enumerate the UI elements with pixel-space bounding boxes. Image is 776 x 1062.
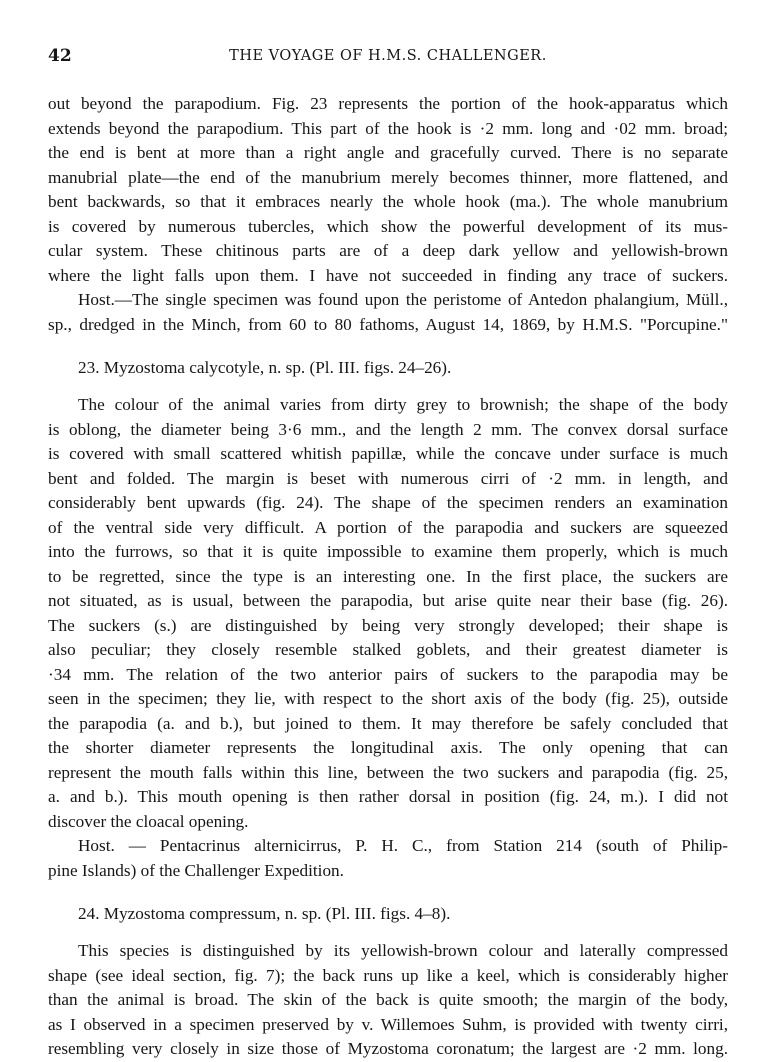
text-line: ·34 mm. The relation of the two anterior pairs of suckers to the parapodia may be: [48, 664, 728, 684]
text-line: represent the mouth falls within this line, between the two suckers and parapodia (fig. 25,: [48, 762, 728, 782]
section-gap: [48, 883, 728, 899]
text-line: than the animal is broad. The skin of the back is quite smooth; the margin of the body,: [48, 990, 728, 1009]
text-line: also peculiar; they closely resemble stalked goblets, and their greatest diameter is: [48, 640, 728, 659]
text-line: the parapodia (a. and b.), but joined to them. It may therefore be safely concluded that: [48, 713, 728, 733]
text-line: is covered by numerous tubercles, which show the powerful development of its mus-: [48, 216, 728, 236]
text-line: the end is bent at more than a right angle and gracefully curved. There is no separate: [48, 143, 728, 162]
section-gap: [48, 929, 728, 939]
text-line: where the light falls upon them. I have not succeeded in finding any trace of suckers.: [48, 265, 728, 285]
text-line: as I observed in a specimen preserved by v. Willemoes Suhm, is provided with twenty cirri,: [48, 1014, 728, 1034]
text-line: The suckers (s.) are distinguished by being very strongly developed; their shape is: [48, 615, 728, 635]
text-line: not situated, as is usual, between the parapodia, but arise quite near their base (fig. 26).: [48, 591, 728, 610]
text-line: sp., dredged in the Minch, from 60 to 80 fathoms, August 14, 1869, by H.M.S. "Porcupine.": [48, 314, 728, 334]
text-line: extends beyond the parapodium. This part of the hook is ·2 mm. long and ·02 mm. broad;: [48, 118, 728, 138]
text-line: is covered with small scattered whitish papillæ, while the concave under surface is much: [48, 444, 728, 463]
text-line: This species is distinguished by its yellowish-brown colour and laterally compressed: [78, 941, 728, 960]
text-line: manubrial plate—the end of the manubrium merely becomes thinner, more flattened, and: [48, 167, 728, 187]
host-note: Host. — Pentacrinus alternicirrus, P. H. C., from Station 214 (south of Philip-: [78, 836, 728, 855]
section-gap: [48, 383, 728, 393]
text-line: seen in the specimen; they lie, with respect to the short axis of the body (fig. 25), outside: [48, 689, 728, 708]
text-line: resembling very closely in size those of Myzostoma coronatum; the largest are ·2 mm. long.: [48, 1039, 728, 1058]
running-header: [48, 46, 728, 68]
text-line: cular system. These chitinous parts are of a deep dark yellow and yellowish-brown: [48, 241, 728, 260]
species-heading: 24. Myzostoma compressum, n. sp. (Pl. III. figs. 4–8).: [78, 904, 451, 923]
text-line: bent backwards, so that it embraces nearly the whole hook (ma.). The whole manubrium: [48, 192, 728, 211]
text-line: pine Islands) of the Challenger Expedition.: [48, 860, 344, 880]
text-line: of the ventral side very difficult. A portion of the parapodia and suckers are squeezed: [48, 517, 728, 537]
host-note: Host.—The single specimen was found upon the peristome of Antedon phalangium, Müll.,: [78, 290, 728, 309]
text-line: to be regretted, since the type is an interesting one. In the first place, the suckers are: [48, 566, 728, 586]
text-line: is oblong, the diameter being 3·6 mm., and the length 2 mm. The convex dorsal surface: [48, 419, 728, 439]
text-line: discover the cloacal opening.: [48, 811, 249, 831]
page-number: 42: [48, 46, 72, 66]
text-line: a. and b.). This mouth opening is then rather dorsal in position (fig. 24, m.). I did not: [48, 787, 728, 806]
body-text: [48, 92, 728, 1062]
text-line: into the furrows, so that it is quite impossible to examine them properly, which is much: [48, 542, 728, 561]
text-line: The colour of the animal varies from dirty grey to brownish; the shape of the body: [78, 395, 728, 414]
section-gap: [48, 337, 728, 353]
text-line: shape (see ideal section, fig. 7); the back runs up like a keel, which is considerably higher: [48, 965, 728, 985]
text-line: considerably bent upwards (fig. 24). The shape of the specimen renders an examination: [48, 493, 728, 512]
text-line: bent and folded. The margin is beset with numerous cirri of ·2 mm. in length, and: [48, 468, 728, 488]
species-heading: 23. Myzostoma calycotyle, n. sp. (Pl. III. figs. 24–26).: [78, 358, 452, 377]
running-title: THE VOYAGE OF H.M.S. CHALLENGER.: [229, 48, 547, 64]
text-line: out beyond the parapodium. Fig. 23 represents the portion of the hook-apparatus which: [48, 94, 728, 113]
text-line: the shorter diameter represents the longitudinal axis. The only opening that can: [48, 738, 728, 757]
